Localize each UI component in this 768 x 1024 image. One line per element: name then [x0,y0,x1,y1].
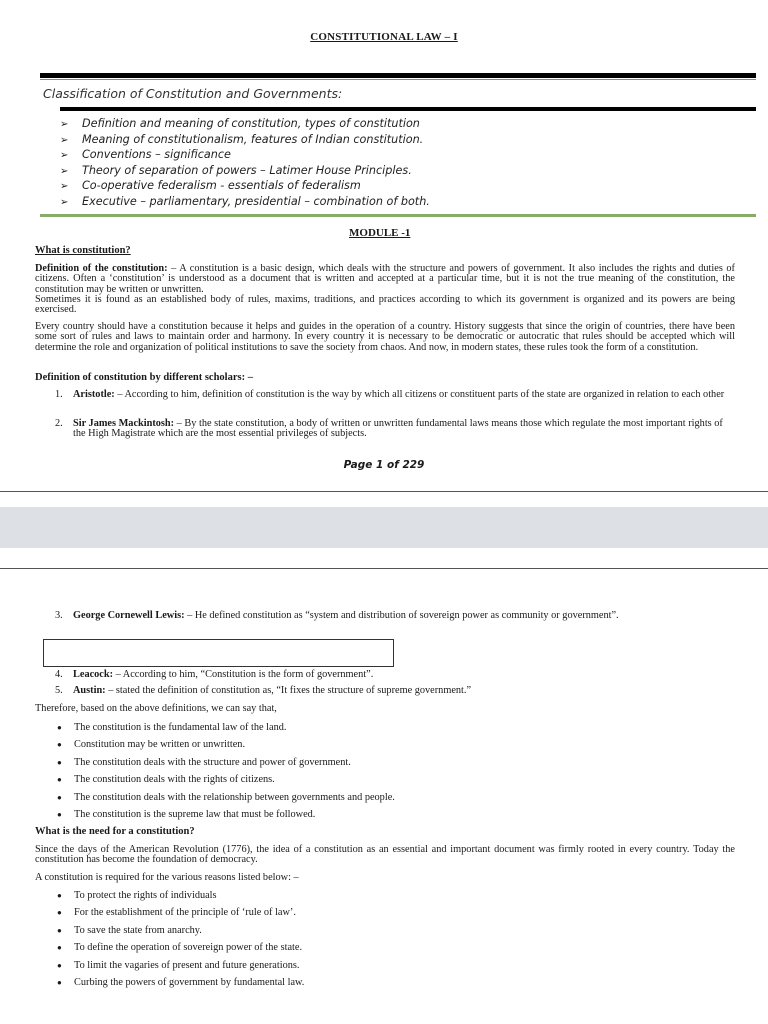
list-item: ● The constitution is the supreme law that must be followed. [55,806,395,823]
definition-paragraph [35,264,735,295]
page-separator-bottom [0,568,768,569]
scholar-name: Aristotle: [73,389,115,400]
topic-item: ➢ Executive – parliamentary, presidential – combination of both. [60,194,430,210]
need-paragraph: Since the days of the American Revolution (1776), the idea of a constitution as an essential and important document was firmly rooted in every country. Today the constitution has become the foundation of democracy. [35,844,735,866]
section-heading: Classification of Constitution and Governments: [43,86,343,101]
every-country-paragraph: Every country should have a constitution because it helps and guides in the operation of a country. History suggests that since the origin of countries, there have been some sort of rules and laws to maintain order and harmony. In every country it is necessary to be democratic or autocratic that rules should be accepted which will determine the role and organization of political institutions to save the society from chaos. And now, in modern states, these rules took the form of a constitution. [35,321,735,353]
need-heading: What is the need for a constitution? [35,826,195,837]
scholar-name: George Cornewell Lewis: [73,610,185,621]
heading-box-bottom-rule [40,214,756,217]
list-item: ● To save the state from anarchy. [55,922,304,939]
therefore-text: Therefore, based on the above definitions, we can say that, [35,703,277,714]
heading-box-mid-rule [60,107,756,111]
page-separator-top [0,491,768,492]
bullet-dot-icon: ● [57,891,62,900]
scholar-name: Leacock: [73,669,114,680]
module-title: MODULE -1 [349,227,411,239]
summary-list [55,719,395,823]
list-item: ● To define the operation of sovereign power of the state. [55,939,304,956]
scholar-item: 2. Sir James Mackintosh: – By the state constitution, a body of written or unwritten fundamental laws means those which regulate the most important rights of the High Magistrate which are the most essential privileges of subjects. [55,418,723,440]
scholar-item: 5. Austin: – stated the definition of constitution as, “It fixes the structure of supreme government.” [55,685,472,696]
list-item: ● The constitution deals with the rights of citizens. [55,771,395,788]
bullet-dot-icon: ● [57,943,62,953]
topic-item: ➢ Conventions – significance [60,147,430,163]
arrow-bullet-icon: ➢ [60,150,69,162]
definition-text: – A constitution is a basic design, which deals with the structure and powers of government. It also includes the rights and duties of citizens. Often a ‘constitution’ is understood as a document that is written and accepted at a particular time, but it is not the true meaning of the constitution, the constitution may be written or unwritten. [35,263,735,295]
bullet-dot-icon: ● [57,925,62,935]
bullet-dot-icon: ● [57,809,62,819]
bullet-dot-icon: ● [57,960,62,970]
arrow-bullet-icon: ➢ [60,181,69,193]
heading-box-sub-rule [40,79,756,80]
list-item: ● The constitution is the fundamental law of the land. [55,719,395,736]
bullet-dot-icon: ● [57,792,62,802]
what-is-constitution-heading: What is constitution? [35,245,131,256]
bullet-dot-icon: ● [57,723,62,732]
topic-item: ➢ Definition and meaning of constitution, types of constitution [60,116,430,132]
topic-item: ➢ Co-operative federalism - essentials of federalism [60,178,430,194]
bullet-dot-icon: ● [57,908,62,918]
arrow-bullet-icon: ➢ [60,165,69,177]
list-item: ● For the establishment of the principle of ‘rule of law’. [55,904,304,921]
scholar-item: 4. Leacock: – According to him, “Constitution is the form of government”. [55,669,374,680]
list-item: ● To protect the rights of individuals [55,887,304,904]
scholar-item: 1. Aristotle: – According to him, definition of constitution is the way by which all citizens or constituent parts of the state are organized in relation to each other [55,389,725,400]
page-gap-band [0,507,768,548]
list-item: ● To limit the vagaries of present and future generations. [55,957,304,974]
arrow-bullet-icon: ➢ [60,196,69,208]
topic-item: ➢ Meaning of constitutionalism, features of Indian constitution. [60,132,430,148]
page-number: Page 1 of 229 [343,459,425,471]
document-title: CONSTITUTIONAL LAW – I [310,31,458,43]
sometimes-paragraph: Sometimes it is found as an established body of rules, maxims, traditions, and practices according to which its government is organized and its powers are being exercised. [35,294,735,316]
arrow-bullet-icon: ➢ [60,134,69,146]
reasons-intro: A constitution is required for the various reasons listed below: – [35,872,299,883]
bullet-dot-icon: ● [57,740,62,750]
reasons-list [55,887,304,991]
list-item: ● The constitution deals with the relationship between governments and people. [55,789,395,806]
list-item: ● Curbing the powers of government by fundamental law. [55,974,304,991]
scholar-name: Sir James Mackintosh: [73,418,175,429]
bullet-dot-icon: ● [57,757,62,767]
topic-list [60,116,430,210]
topic-item: ➢ Theory of separation of powers – Latimer House Principles. [60,163,430,179]
list-item: ● The constitution deals with the structure and power of government. [55,754,395,771]
arrow-bullet-icon: ➢ [60,119,69,130]
scholar-name: Austin: [73,685,106,696]
bullet-dot-icon: ● [57,977,62,987]
scholar-item: 3. George Cornewell Lewis: – He defined constitution as “system and distribution of sovereign power as community or government”. [55,610,619,621]
bullet-dot-icon: ● [57,775,62,785]
empty-text-box [43,639,394,667]
document-page-1 [0,0,768,480]
heading-box-top-rule [40,73,756,78]
scholars-heading: Definition of constitution by different scholars: – [35,372,253,383]
list-item: ● Constitution may be written or unwritten. [55,736,395,753]
definition-lead: Definition of the constitution: [35,263,168,274]
